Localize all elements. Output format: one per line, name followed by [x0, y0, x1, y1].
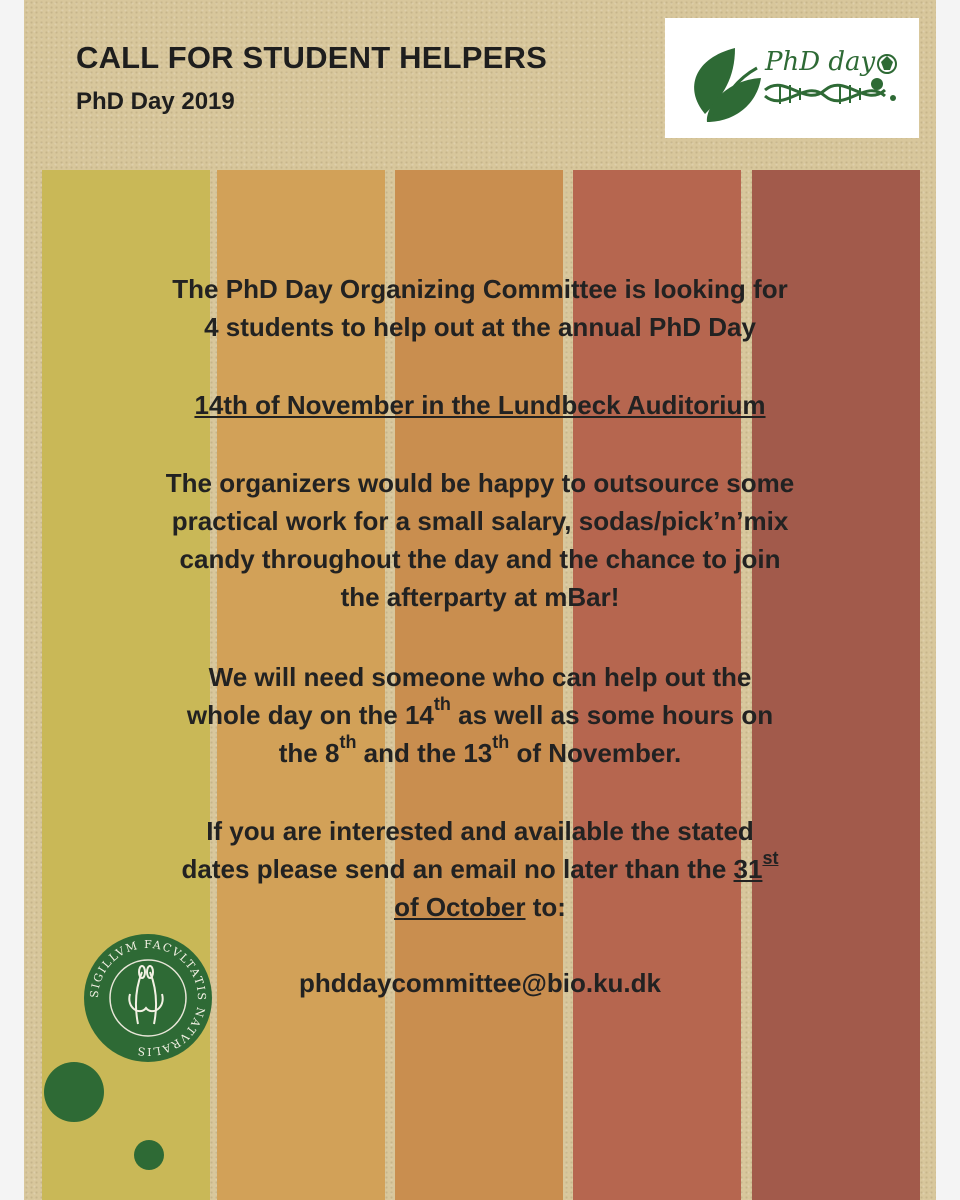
faculty-seal: [82, 932, 214, 1064]
apply-line: dates please send an email no later than the 31st: [181, 848, 779, 884]
phd-day-logo: [665, 18, 919, 138]
apply-line: of October to:: [394, 892, 566, 922]
decorative-dot: [44, 1062, 104, 1122]
apply-line: If you are interested and available the stated: [206, 816, 754, 846]
intro-line: 4 students to help out at the annual PhD Day: [204, 312, 756, 342]
page-subtitle: PhD Day 2019: [76, 88, 235, 115]
date-venue: [84, 386, 876, 424]
intro-paragraph: [84, 270, 876, 346]
need-line: the 8th and the 13th of November.: [278, 732, 682, 768]
offer-paragraph: [84, 464, 876, 616]
decorative-dot: [134, 1140, 164, 1170]
apply-paragraph: [84, 812, 876, 926]
page-title: CALL FOR STUDENT HELPERS: [76, 40, 547, 75]
offer-line: candy throughout the day and the chance to join: [179, 544, 781, 574]
date-venue-text: 14th of November in the Lundbeck Auditorium: [194, 390, 766, 420]
need-line: whole day on the 14th as well as some hours on: [186, 694, 774, 730]
offer-line: The organizers would be happy to outsource some: [165, 468, 795, 498]
need-paragraph: [84, 658, 876, 772]
leaf-dna-icon: [665, 18, 919, 138]
contact-email[interactable]: phddaycommittee@bio.ku.dk: [299, 968, 661, 998]
offer-line: practical work for a small salary, sodas/pick’n’mix: [171, 506, 789, 536]
logo-text: PhD day: [765, 47, 876, 77]
seal-text: SIGILLVM FACVLTATIS NATVRALIS: [87, 937, 209, 1059]
need-line: We will need someone who can help out the: [208, 662, 752, 692]
intro-line: The PhD Day Organizing Committee is looking for: [172, 274, 788, 304]
poster: [24, 0, 936, 1200]
offer-line: the afterparty at mBar!: [340, 582, 620, 612]
